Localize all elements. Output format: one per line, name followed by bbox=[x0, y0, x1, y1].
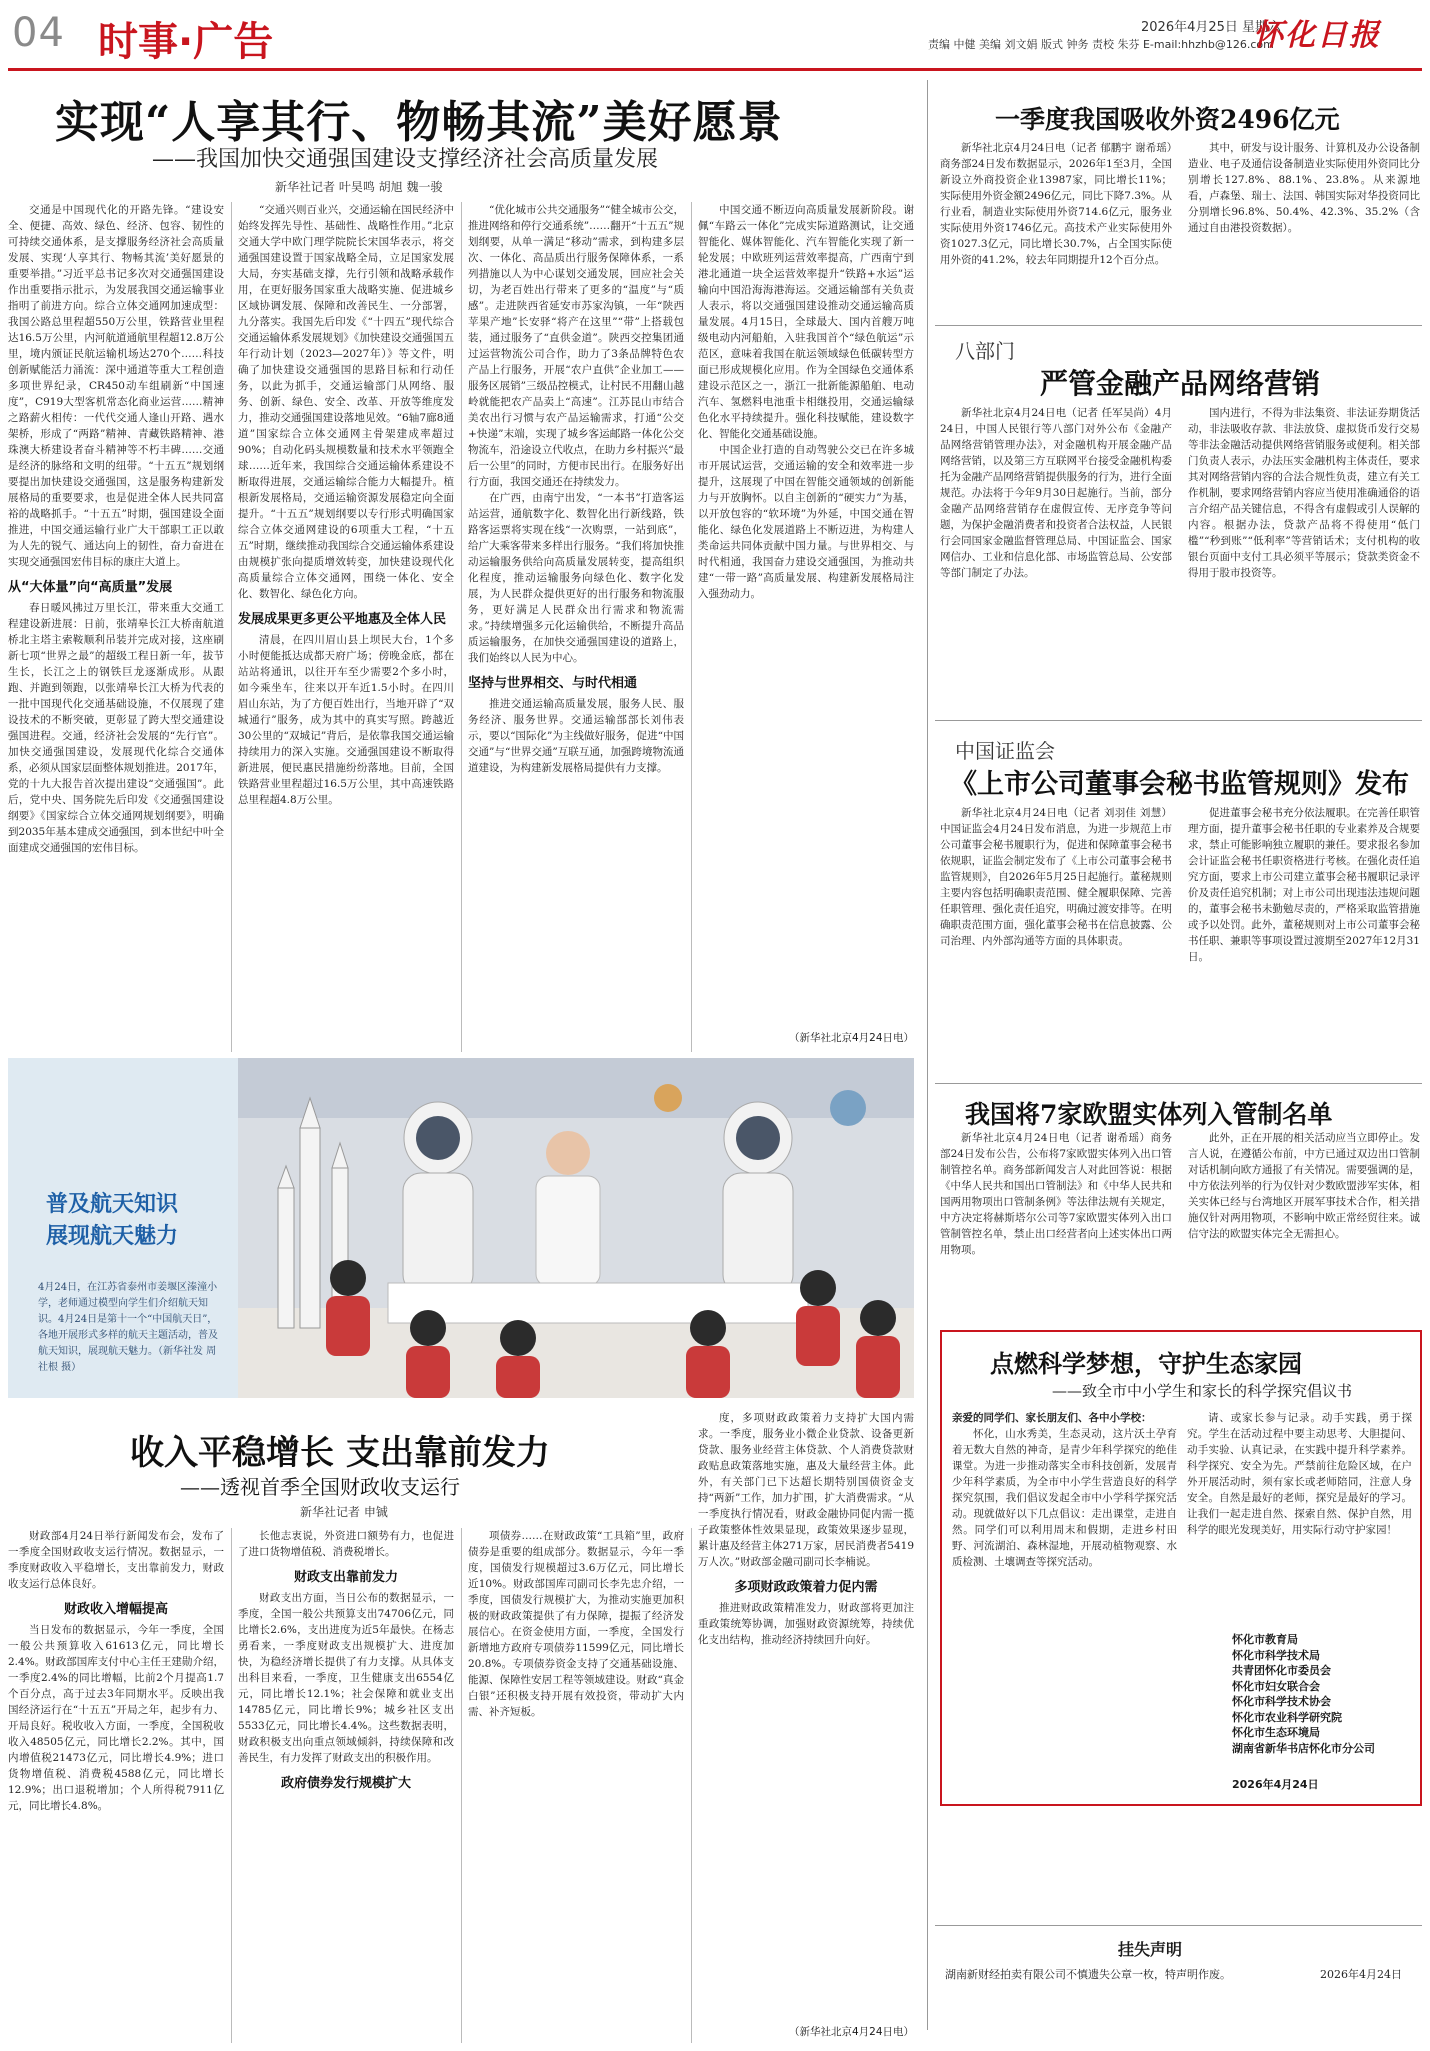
right-column-divider bbox=[927, 80, 928, 2030]
revenue-byline: 新华社记者 申铖 bbox=[300, 1505, 388, 1519]
photo-slogan bbox=[46, 1188, 178, 1252]
revenue-headline: 收入平稳增长 支出靠前发力 bbox=[130, 1433, 550, 1473]
article-paragraph: 怀化，山水秀美，生态灵动，这片沃土孕育着无数大自然的神奇，是青少年科学探究的绝佳课堂。为进一步推动落实全市科技创新，发展青少年科学素质，为全市中小学生营造良好的科学探究氛围，我们倡议发起全市中小学科学探究活动。现就做好以下几点倡议：走出课堂，走进自然。同学们可以利用周末和假期，走进乡村田野、河流湖泊、森林湿地，开展动植物观察、水质检测、土壤调查等探究活动。 bbox=[952, 1428, 1177, 1568]
article-paragraph: 新华社北京4月24日电（记者 谢希瑶）商务部24日发布公告，公布将7家欧盟实体列入出口管制管控名单。商务部新闻发言人对此回答说：根据《中华人民共和国出口管制法》和《中华人民共和国两用物项出口管制条例》等法律法规有关规定，中方决定将赫斯塔尔公司等7家欧盟实体列入出口管制管控名单，禁止出口经营者向上述实体出口两用物项。 bbox=[940, 1132, 1172, 1256]
section-subhead: 政府债券发行规模扩大 bbox=[280, 1776, 411, 1791]
section-subhead: 从“大体量”向“高质量”发展 bbox=[8, 580, 173, 595]
appeal-signers bbox=[1232, 1632, 1412, 1756]
article-paragraph: 促进董事会秘书充分依法履职。在完善任职管理方面，提升董事会秘书任职的专业素养及合规要求，禁止可能影响独立履职的兼任。要求报名参加会计证监会秘书任职资格进行考核。在强化责任追究方面，要求上市公司建立董事会秘书履职记录评价及责任追究机制；对上市公司出现违法违规问题的，董事会秘书未勤勉尽责的，严格采取监管措施或予以处罚。此外，董秘规则对上市公司董事会秘书任职、兼职等事项设置过渡期至2027年12月31日。 bbox=[1188, 807, 1420, 963]
article-paragraph: 长他志衷说，外资进口额势有力，也促进了进口货物增值税、消费税增长。 bbox=[238, 1530, 454, 1558]
main-col-2 bbox=[238, 202, 454, 1052]
csrc-headline: 《上市公司董事会秘书监管规则》发布 bbox=[950, 769, 1409, 800]
revenue-credit: （新华社北京4月24日电） bbox=[788, 2026, 914, 2038]
slogan-line: 普及航天知识 bbox=[46, 1191, 179, 1217]
fdi-headline: 一季度我国吸收外资2496亿元 bbox=[995, 105, 1340, 134]
section-subhead: 坚持与世界相交、与时代相通 bbox=[468, 676, 638, 691]
section-title: 时事·广告 bbox=[98, 19, 274, 65]
finance-col-1 bbox=[940, 405, 1172, 710]
appeal-signer: 怀化市妇女联合会 bbox=[1232, 1679, 1320, 1693]
revenue-col-2 bbox=[238, 1528, 454, 2043]
column-divider bbox=[461, 1528, 462, 2043]
article-paragraph: 项债券……在财政政策“工具箱”里，政府债券是重要的组成部分。数据显示，今年一季度，国债发行规模超过3.6万亿元，同比增长近10%。财政部国库司副司长李先忠介绍，一季度，国债发行规模扩大，为推动实施更加积极的财政政策提供了有力保障，提振了经济发展信心。在资金使用方面，一季度，全国发行新增地方政府专项债券11599亿元，同比增长20.8%。专项债券资金支持了交通基础设施、能源、保障性安居工程等领域建设。财政“真金白银”还积极支持开展有效投资，带动扩大内需、补齐短板。 bbox=[468, 1530, 684, 1718]
article-paragraph: 其中，研发与设计服务、计算机及办公设备制造业、电子及通信设备制造业实际使用外资同比分别增长127.8%、88.1%、23.8%。从来源地看，卢森堡、瑞士、法国、韩国实际对华投资同比分别增长96.8%、50.4%、42.3%、35.2%（含通过自由港投资数据）。 bbox=[1188, 142, 1420, 234]
main-col-3 bbox=[468, 202, 684, 1052]
fdi-col-1 bbox=[940, 140, 1172, 320]
story-divider bbox=[935, 720, 1422, 721]
masthead bbox=[8, 8, 1422, 68]
section-subhead: 发展成果更多更公平地惠及全体人民 bbox=[238, 612, 447, 627]
fdi-col-2 bbox=[1188, 140, 1420, 320]
paper-logo: 怀化日报 bbox=[1253, 18, 1381, 53]
story-divider bbox=[935, 1083, 1422, 1084]
article-paragraph: 新华社北京4月24日电（记者 任军吴尚）4月24日，中国人民银行等八部门对外公布《金融产品网络营销管理办法》，对金融机构开展金融产品网络营销，以及第三方互联网平台接受金融机构委托为金融产品网络营销提供服务的行为，进行全面规范。办法将于今年9月30日起施行。当前，部分金融产品网络营销存在虚假宣传、无序竞争等问题，为保护金融消费者和投资者合法权益，人民银行会同国家金融监督管理总局、中国证监会、国家网信办、工业和信息化部、市场监管总局、公安部等部门制定了办法。 bbox=[940, 407, 1172, 579]
column-divider bbox=[691, 1528, 692, 2043]
csrc-col-1 bbox=[940, 805, 1172, 1075]
lost-notice-title: 挂失声明 bbox=[1118, 1940, 1183, 1959]
photo-caption: 4月24日，在江苏省泰州市姜堰区溱潼小学，老师通过模型向学生们介绍航天知识。4月24日是第十一个“中国航天日”，各地开展形式多样的航天主题活动，普及航天知识，展现航天魅力。（新华社发 周社根 摄） bbox=[38, 1282, 218, 1373]
column-divider bbox=[231, 202, 232, 1052]
csrc-kicker: 中国证监会 bbox=[955, 739, 1055, 763]
appeal-title: 点燃科学梦想，守护生态家园 bbox=[990, 1349, 1302, 1378]
article-paragraph: “优化城市公共交通服务”“健全城市公交，推进网络和停行交通系统”……翻开“十五五”规划纲要，从单一满足“移动”需求，到构建多层次、一体化、高品质出行服务保障体系，一系列措施以人为中心谋划交通发展，回应社会关切，为老百姓出行带来了更多的“温度”与“质感”。走进陕西省延安市苏家沟镇，一年“陕西苹果产地”长安驿“将产在这里”“带”上搭载包装，通过服务了“直供金道”。陕西交控集团通过运营物流公司合作，助力了3条品牌特色农产品上行服务，开展“农户直供”企业加工——服务区展销”三级品控模式，让村民不用翻山越岭就能把农产品卖上“高速”。江苏昆山市结合美农出行习惯与农产品运输需求，打通“公交+快递”末端，实现了城乡客运邮路一体化公交物流车，沿途设立代收点，在助力乡村振兴“最后一公里”的同时，方便市民出行。在服务好出行方面，我国交通还在持续发力。 bbox=[468, 204, 684, 488]
article-paragraph: 此外，正在开展的相关活动应当立即停止。发言人说，在遵循公布前，中方已通过双边出口管制对话机制向欧方通报了有关情况。需要强调的是，中方依法列举的行为仅针对少数欧盟涉军实体，相关实体已经与台湾地区开展军事技术合作，相关措施仅针对两用物项，不影响中欧正常经贸往来。诚信守法的欧盟实体完全无需担心。 bbox=[1188, 1132, 1420, 1240]
issue-date: 2026年4月25日 星期六 bbox=[1141, 20, 1282, 35]
appeal-date: 2026年4月24日 bbox=[1232, 1778, 1319, 1791]
article-paragraph: 中国企业打造的自动驾驶公交已在许多城市开展试运营，交通运输的安全和效率进一步提升，这展现了中国在智能交通领域的创新能力与开放胸怀。以自主创新的“硬实力”为基，以开放包容的“软环境”为外延，中国交通在智能化、绿色化发展道路上不断迈进，为构建人类命运共同体贡献中国力量。与世界相交、与时代相通，我国奋力建设交通强国，为推动共建“一带一路”高质量发展、构建新发展格局注入强劲动力。 bbox=[698, 444, 914, 600]
appeal-signer: 怀化市科学技术局 bbox=[1232, 1648, 1320, 1662]
appeal-signer: 怀化市教育局 bbox=[1232, 1633, 1298, 1646]
article-paragraph: 财政支出方面，当日公布的数据显示，一季度，全国一般公共预算支出74706亿元，同比增长2.6%，支出进度为近5年最快。在杨志勇看来，一季度财政支出规模扩大、进度加快，为稳经济增长提供了有力支撑。从具体支出科目来看，一季度，卫生健康支出6554亿元，同比增长12.1%；社会保障和就业支出14785亿元，同比增长9%；城乡社区支出5533亿元，同比增长4.4%。这些数据表明，财政积极支出向重点领域倾斜，持续保障和改善民生，有力发挥了财政支出的积极作用。 bbox=[238, 1592, 454, 1764]
article-paragraph: 财政部4月24日举行新闻发布会，发布了一季度全国财政收支运行情况。数据显示，一季度财政收入平稳增长，支出靠前发力，财政收支运行总体良好。 bbox=[8, 1530, 224, 1590]
slogan-line: 展现航天魅力 bbox=[46, 1223, 179, 1249]
section-subhead: 财政收入增幅提高 bbox=[63, 1602, 168, 1617]
appeal-signer: 湖南省新华书店怀化市分公司 bbox=[1232, 1741, 1375, 1755]
main-byline: 新华社记者 叶昊鸣 胡旭 魏一骏 bbox=[275, 180, 443, 194]
article-paragraph: 新华社北京4月24日电（记者 郁鹏宇 谢希瑶）商务部24日发布数据显示，2026年1至3月，全国新设立外商投资企业13987家，同比增长11%；实际使用外资金额2496亿元，同比下降7.3%。从行业看，制造业实际使用外资714.6亿元，服务业实际使用外资1746亿元。高技术产业实际使用外资1027.3亿元，同比增长30.7%，占全国实际使用外资的41.2%，较去年同期提升12个百分点。 bbox=[940, 142, 1172, 266]
appeal-signer: 怀化市科学技术协会 bbox=[1232, 1695, 1331, 1708]
appeal-subtitle: ——致全市中小学生和家长的科学探究倡议书 bbox=[1052, 1382, 1353, 1400]
masthead-rule bbox=[8, 68, 1422, 71]
revenue-col-4 bbox=[698, 1410, 914, 2020]
article-paragraph: 度，多项财政政策着力支持扩大国内需求。一季度，服务业小微企业贷款、设备更新贷款、服务业经营主体贷款、个人消费贷款财政贴息政策落地实施，惠及大量经营主体。此外，有关部门已下达超长期特别国债资金支持“两新”工作，加力扩围，扩大消费需求。“从一季度执行情况看，财政金融协同促内需一揽子政策整体性效果显现，政策效果逐步显现，累计惠及经营主体271万家，居民消费者5419万人次。”财政部金融司副司长李楠说。 bbox=[698, 1412, 914, 1568]
story-divider bbox=[935, 325, 1422, 326]
column-divider bbox=[231, 1528, 232, 2043]
article-paragraph: 在广西，由南宁出发，“一本书”打造客运站运营，通航数字化、数智化出行新线路，铁路客运票将实现在线“一次购票，一站到底”，给广大乘客带来多样出行服务。“我们将加快推动运输服务供给向高质量发展转变，提高组织化程度，推动运输服务向绿色化、数字化发展，为人民群众提供更好的出行服务和物流服务，更好满足人民群众出行需求和物流需求。”持续增强多元化运输供给，不断提升高品质运输服务，在加快交通强国建设的道路上，我们始终以人民为中心。 bbox=[468, 492, 684, 664]
finance-headline: 严管金融产品网络营销 bbox=[1040, 367, 1321, 400]
main-col-4 bbox=[698, 202, 914, 1027]
revenue-subheadline: ——透视首季全国财政收支运行 bbox=[180, 1475, 460, 1499]
article-paragraph: 当日发布的数据显示，今年一季度，全国一般公共预算收入61613亿元，同比增长2.4%。财政部国库支付中心主任王建勋介绍，一季度2.4%的同比增幅，比前2个月提高1.7个百分点，高于过去3年同期水平。反映出我国经济运行在“十五五”开局之年，起步有力、开局良好。税收收入方面，一季度，全国税收收入48505亿元，同比增长2.2%。其中，国内增值税21473亿元，同比增长4.9%；进口货物增值税、消费税4588亿元，同比增长12.9%；出口退税增加；个人所得税7911亿元，同比增长4.8%。 bbox=[8, 1624, 224, 1812]
article-paragraph: 新华社北京4月24日电（记者 刘羽佳 刘慧）中国证监会4月24日发布消息，为进一步规范上市公司董事会秘书履职行为，促进和保障董事会秘书依规职，证监会制定发布了《上市公司董事会秘书监管规则》，自2026年5月25日起施行。董秘规则主要内容包括明确职责范围、健全履职保障、完善任职管理、强化责任追究，明确过渡安排等。在明确职责范围方面，强化董事会秘书在信息披露、公司治理、内外部沟通等方面的具体职责。 bbox=[940, 807, 1172, 947]
story-divider bbox=[935, 1925, 1422, 1926]
finance-kicker: 八部门 bbox=[955, 339, 1015, 363]
page-number: 04 bbox=[12, 10, 65, 56]
article-paragraph: 交通是中国现代化的开路先锋。“建设安全、便捷、高效、绿色、经济、包容、韧性的可持续交通体系，是支撑服务经济社会高质量发展、实现‘人享其行、物畅其流’美好愿景的重要举措。”习近平总书记多次对交通强国建设作出重要指示批示，为发展我国交通运输事业指明了前进方向。综合立体交通网加速成型：我国公路总里程超550万公里，铁路营业里程达16.5万公里，内河航道通航里程超12.8万公里，境内颁证民航运输机场达270个……科技创新赋能活力涌流：深中通道等重大工程创造多项世界纪录，CR450动车组刷新“中国速度”，C919大型客机常态化商业运营……精神之路薪火相传：一代代交通人逢山开路、遇水架桥，形成了“两路”精神、青藏铁路精神、港珠澳大桥建设者奋斗精神等不朽丰碑……交通是经济的脉络和文明的纽带。“十五五”规划纲要提出加快建设交通强国，这是服务构建新发展格局的重要要求，也是促进全体人民共同富裕的战略抓手。“十五五”时期，强国建设全面推进，中国交通运输行业广大干部职工正以敢为人先的锐气、通达向上的韧性，奋力奋进在实现交通强国宏伟目标的康庄大道上。 bbox=[8, 204, 224, 568]
section-subhead: 财政支出靠前发力 bbox=[293, 1570, 398, 1585]
appeal-signer: 怀化市农业科学研究院 bbox=[1232, 1710, 1342, 1724]
photo-caption-panel bbox=[8, 1058, 238, 1398]
appeal-greeting: 亲爱的同学们、家长朋友们、各中小学校： bbox=[952, 1412, 1152, 1424]
editor-credits: 责编 中健 美编 刘文娟 版式 钟务 责校 朱芬 E-mail:hhzhb@126.com bbox=[928, 38, 1274, 51]
appeal-signer: 共青团怀化市委员会 bbox=[1232, 1664, 1331, 1677]
article-paragraph: 国内进行，不得为非法集资、非法证券期货活动，非法吸收存款、非法放贷、虚拟货币发行交易等非法金融活动提供网络营销服务或便利。相关部门负责人表示，办法压实金融机构主体责任，要求其对网络营销内容的合法合规性负责，建立有关工作机制，要求网络营销内容应当使用准确通俗的语言介绍产品关键信息，不得含有虚假或引人误解的内容。根据办法，贷款产品将不得使用“低门槛”“秒到账”“低利率”等营销话术；支付机构的收银台页面中支付工具必须平等展示；贷款类资金不得用于股市投资等。 bbox=[1188, 407, 1420, 579]
article-paragraph: 推进财政政策精准发力，财政部将更加注重政策统筹协调，加强财政资源统筹，持续优化支出结构，推动经济持续回升向好。 bbox=[698, 1602, 914, 1646]
eu-col-1 bbox=[940, 1130, 1172, 1320]
section-subhead: 多项财政政策着力促内需 bbox=[734, 1580, 878, 1595]
article-paragraph: 中国交通不断迈向高质量发展新阶段。谢佩“车路云一体化”完成实际道路测试，让交通智能化、媒体智能化、汽车智能化实现了新一轮发展；中欧班列运营效率提高，广西南宁到港北通道一块全运营效率提升“铁路+水运”运输向中国沿海海港海运。交通运输部有关负责人表示，将以交通强国建设推动交通运输高质量发展。4月15日，全球最大、国内首艘万吨级电动内河船舶，入驻我国首个“绿色航运”示范区，意味着我国在航运领域绿色低碳转型方面已形成规模化应用。作为全国绿色交通体系建设示范区之一，浙江一批新能源船舶、电动汽车、氢燃料电池重卡相继投用，交通运输绿色化水平持续提升。强化科技赋能，建设数字化、智能化交通基础设施。 bbox=[698, 204, 914, 440]
main-headline: 实现“人享其行、物畅其流”美好愿景 bbox=[55, 97, 783, 148]
main-subheadline: ——我国加快交通强国建设支撑经济社会高质量发展 bbox=[152, 147, 659, 172]
article-paragraph: 请、或家长参与记录。动手实践，勇于探究。学生在活动过程中要主动思考、大胆提问、动手实验、认真记录，在实践中提升科学素养。科学探究、安全为先。严禁前往危险区域，在户外开展活动时，须有家长或老师陪同，注意人身安全。自然是最好的老师，探究是最好的学习。让我们一起走进自然、探索自然、保护自然，用科学的眼光发现美好，用实际行动守护家园！ bbox=[1187, 1412, 1412, 1536]
appeal-signer: 怀化市生态环境局 bbox=[1232, 1726, 1320, 1739]
csrc-col-2 bbox=[1188, 805, 1420, 1075]
column-divider bbox=[691, 202, 692, 1052]
revenue-col-3 bbox=[468, 1528, 684, 2043]
science-appeal-box bbox=[940, 1330, 1422, 1806]
finance-col-2 bbox=[1188, 405, 1420, 710]
eu-headline: 我国将7家欧盟实体列入管制名单 bbox=[965, 1100, 1333, 1129]
appeal-col-2 bbox=[1187, 1410, 1412, 1620]
lost-notice-text: 湖南新财经拍卖有限公司不慎遗失公章一枚，特声明作废。 bbox=[945, 1968, 1231, 1981]
main-credit: （新华社北京4月24日电） bbox=[788, 1032, 914, 1044]
photo-feature bbox=[8, 1058, 914, 1398]
photo-classroom-astronaut bbox=[238, 1058, 914, 1398]
revenue-col-1 bbox=[8, 1528, 224, 2043]
column-divider bbox=[461, 202, 462, 1052]
lost-notice-date: 2026年4月24日 bbox=[1320, 1968, 1402, 1981]
eu-col-2 bbox=[1188, 1130, 1420, 1320]
article-paragraph: 春日暖风拂过万里长江，带来重大交通工程建设新进展：日前，张靖皋长江大桥南航道桥北主塔主索鞍顺利吊装并完成对接，这座刷新七项“世界之最”的超级工程日新一年，拔节生长，长江之上的钢铁巨龙逐渐成形。从跟跑、并跑到领跑，以张靖皋长江大桥为代表的一批中国现代化交通基础设施，不仅展现了建设技术的不断突破，更彰显了跨大型交通建设强国进程。交通，经济社会发展的“先行官”。加快交通强国建设，发展现代化综合交通体系，必须从国家层面整体规划推进。2017年，党的十九大报告首次提出建设“交通强国”。此后，党中央、国务院先后印发《交通强国建设纲要》《国家综合立体交通网规划纲要》，明确到2035年基本建成交通强国，到本世纪中叶全面建成交通强国的宏伟目标。 bbox=[8, 602, 224, 854]
article-paragraph: “交通兴则百业兴，交通运输在国民经济中始终发挥先导性、基础性、战略性作用。”北京交通大学中欧门理学院院长宋国华表示，将交通强国建设置于国家战略全局，立足国家发展大局，夯实基础支撑，先行引领和战略承载作用，在更好服务国家重大战略实施、促进城乡区域协调发展、保障和改善民生、一分部署，九分落实。我国先后印发《“十四五”现代综合交通运输体系发展规划》《加快建设交通强国五年行动计划（2023—2027年）》等文件，明确了加快建设交通强国的思路目标和行动任务，以此为抓手，交通运输部门从网络、服务、创新、绿色、安全、改革、开放等维度发力，推动交通强国建设落地见效。“6轴7廊8通道”国家综合立体交通网主骨架建成率超过90%；自动化码头规模数量和技术水平领跑全球……近年来，我国综合交通运输体系建设不断取得进展，交通运输综合能力大幅提升。植根新发展格局，交通运输资源发展稳定向全面提升。“十五五”规划纲要以专行形式明确国家综合立体交通网建设的6项重大工程，“十五五”时期，继续推动我国综合交通运输体系建设由规模扩张向提质增效转变，加快建设现代化高质量综合立体交通网，围绕一体化、安全化、数智化、绿色化方向。 bbox=[238, 204, 454, 600]
main-col-1 bbox=[8, 202, 224, 1052]
article-paragraph: 推进交通运输高质量发展，服务人民、服务经济、服务世界。交通运输部部长刘伟表示，要以“国际化”为主线做好服务，促进“中国交通”与“世界交通”互联互通，加强跨境物流通道建设，为构建新发展格局提供有力支撑。 bbox=[468, 698, 684, 774]
appeal-col-1 bbox=[952, 1410, 1177, 1798]
article-paragraph: 清晨，在四川眉山县上坝民大台，1个多小时便能抵达成都天府广场；傍晚金底，都在站站将通讯，以往开车至少需要2个多小时，如今乘坐车，往来以开车近1.5小时。在四川眉山东站，为了方便百姓出行，当地开辟了“双城通行”服务，成为其中的真实写照。跨越近30公里的“双城记”背后，是依靠我国交通运输持续用力的深入实施。交通强国建设不断取得新进展，便民惠民措施纷纷落地。目前，全国铁路营业里程超过16.5万公里，其中高速铁路总里程超4.8万公里。 bbox=[238, 634, 454, 806]
